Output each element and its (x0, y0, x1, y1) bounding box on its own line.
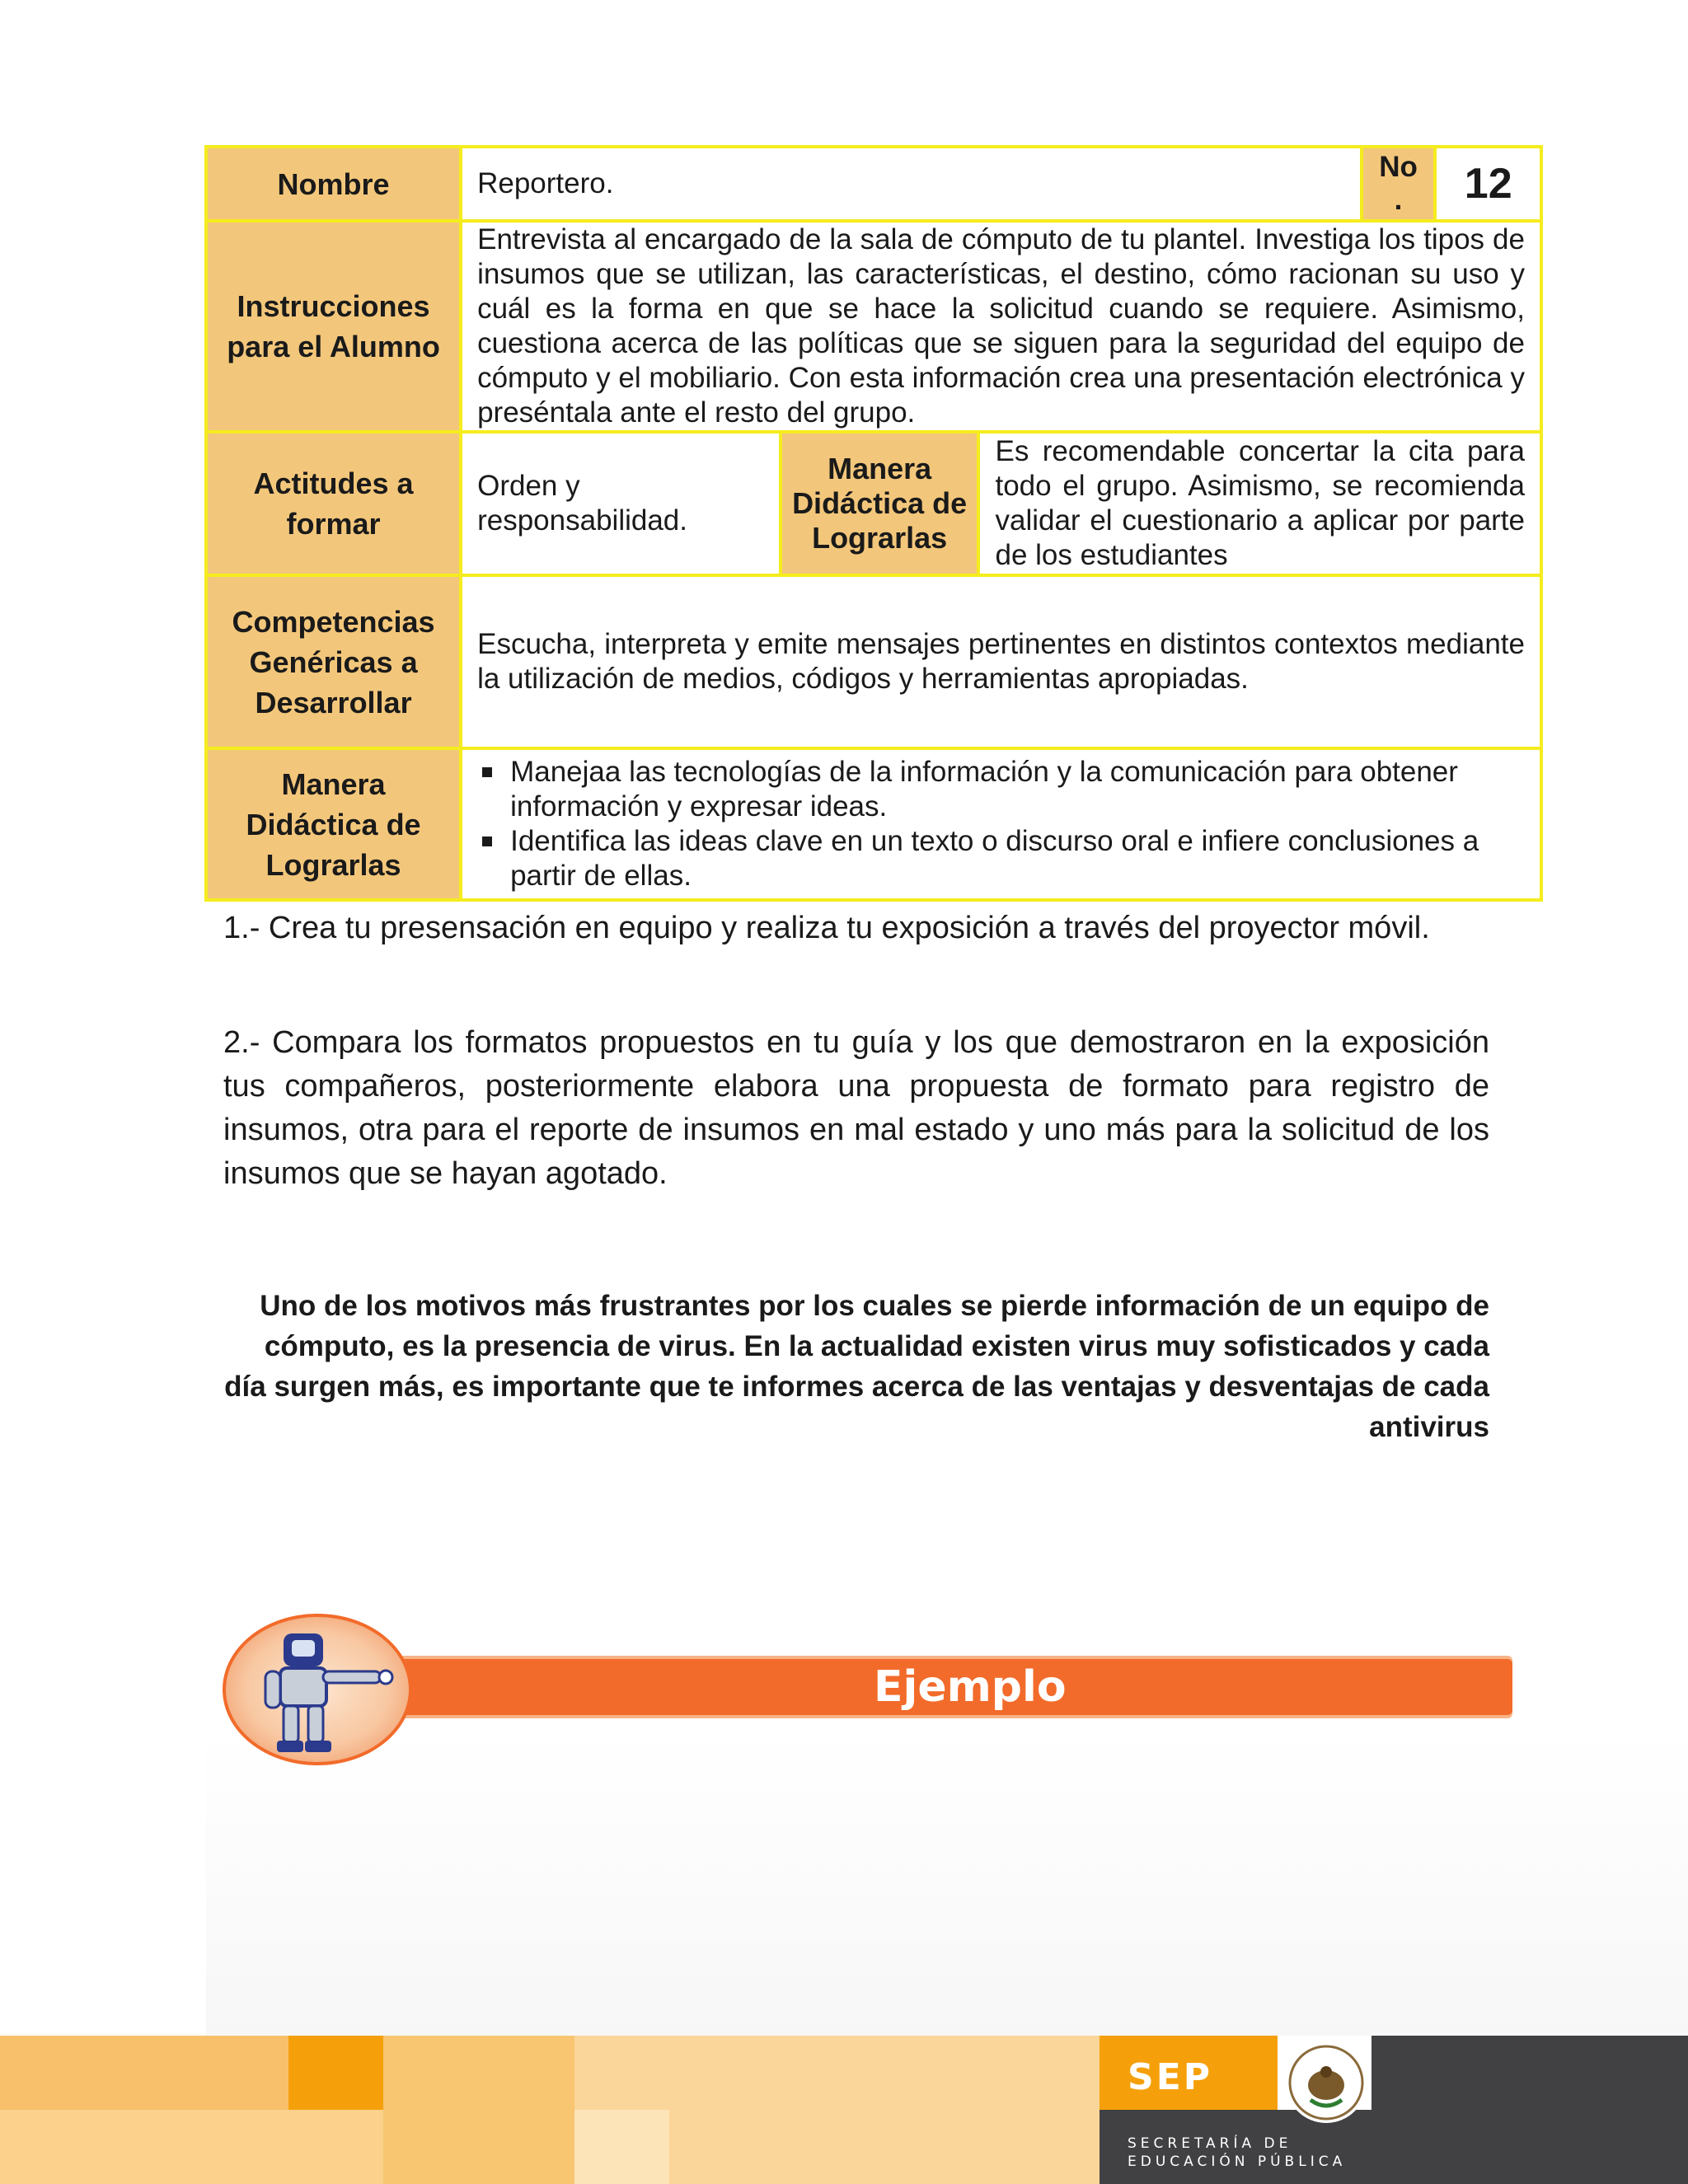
didactic-list-cell (461, 748, 1541, 900)
ejemplo-title: Ejemplo (874, 1662, 1067, 1712)
step-1: 1.- Crea tu presensación en equipo y realiza tu exposición a través del proyector móvil. (223, 911, 1430, 945)
name-label: Nombre (206, 147, 461, 221)
page-footer (0, 2036, 1688, 2184)
activity-table (204, 145, 1543, 902)
step-2: 2.- Compara los formatos propuestos en tu guía y los que demostraron en la exposición tus compañeros, posteriormente elabora una propuesta de formato para registro de insumos, otra para el reporte de insumos en mal estado y uno más para la solicitud de los insumos que se hayan agotado. (223, 1025, 1489, 1191)
sep-subtitle: SECRETARÍA DE EDUCACIÓN PÚBLICA (1128, 2135, 1347, 2170)
didactic-value-inner: Es recomendable concertar la cita para todo el grupo. Asimismo, se recomienda validar el cuestionario a aplicar por parte de los estudiantes (978, 432, 1541, 575)
row-attitudes (206, 432, 1541, 575)
competencies-label: Competencias Genéricas a Desarrollar (206, 575, 461, 748)
sep-logo: SEP (1128, 2056, 1212, 2098)
number-label-text: No . (1379, 151, 1418, 216)
row-instructions (206, 221, 1541, 432)
didactic-item: Manejaa las tecnologías de la información y la comunicación para obtener información y expresar ideas. (477, 755, 1525, 824)
eagle-seal-icon (1286, 2042, 1367, 2123)
instructions-text: Entrevista al encargado de la sala de cómputo de tu plantel. Investiga los tipos de insumos que se utilizan, las características, el destino, cómo racionan su uso y cuál es la forma en que se hace la solicitud cuando se requiere. Asimismo, cuestiona acerca de las políticas que se siguen para la seguridad del equipo de cómputo y el mobiliario. Con esta información crea una presentación electrónica y preséntala ante el resto del grupo. (461, 221, 1541, 432)
attitudes-label: Actitudes a formar (206, 432, 461, 575)
name-value: Reportero. (461, 147, 1362, 221)
didactic-label-inner: Manera Didáctica de Lograrlas (781, 432, 979, 575)
antivirus-note: Uno de los motivos más frustrantes por los cuales se pierde información de un equipo de cómputo, es la presencia de virus. En la actualidad existen virus muy sofisticados y cada día surgen más, es importante que te informes acerca de las ventajas y desventajas de cada antivirus (224, 1290, 1489, 1443)
robot-badge (223, 1614, 412, 1765)
footer-block (669, 2110, 1100, 2184)
didactic-list (477, 755, 1525, 893)
footer-block (574, 2036, 1100, 2110)
didactic-label: Manera Didáctica de Lograrlas (206, 748, 461, 900)
didactic-item: Identifica las ideas clave en un texto o discurso oral e infiere conclusiones a partir de ellas. (477, 824, 1525, 893)
footer-block (1372, 2036, 1688, 2184)
activity-number: 12 (1435, 147, 1541, 221)
footer-block (383, 2110, 574, 2184)
competencies-value: Escucha, interpreta y emite mensajes pertinentes en distintos contextos mediante la utilización de medios, códigos y herramientas apropiadas. (461, 575, 1541, 748)
row-didactic (206, 748, 1541, 900)
coat-of-arms-seal (1286, 2042, 1367, 2123)
row-name (206, 147, 1541, 221)
robot-pointing-icon (226, 1617, 409, 1762)
number-label (1362, 147, 1436, 221)
footer-block (0, 2110, 383, 2184)
row-competencies (206, 575, 1541, 748)
footer-block (383, 2036, 574, 2110)
attitudes-value: Orden y responsabilidad. (461, 432, 781, 575)
page-background-fade (206, 1731, 1688, 2036)
instructions-label: Instrucciones para el Alumno (206, 221, 461, 432)
footer-block (574, 2110, 669, 2184)
footer-block (288, 2036, 383, 2110)
footer-block (0, 2036, 288, 2110)
